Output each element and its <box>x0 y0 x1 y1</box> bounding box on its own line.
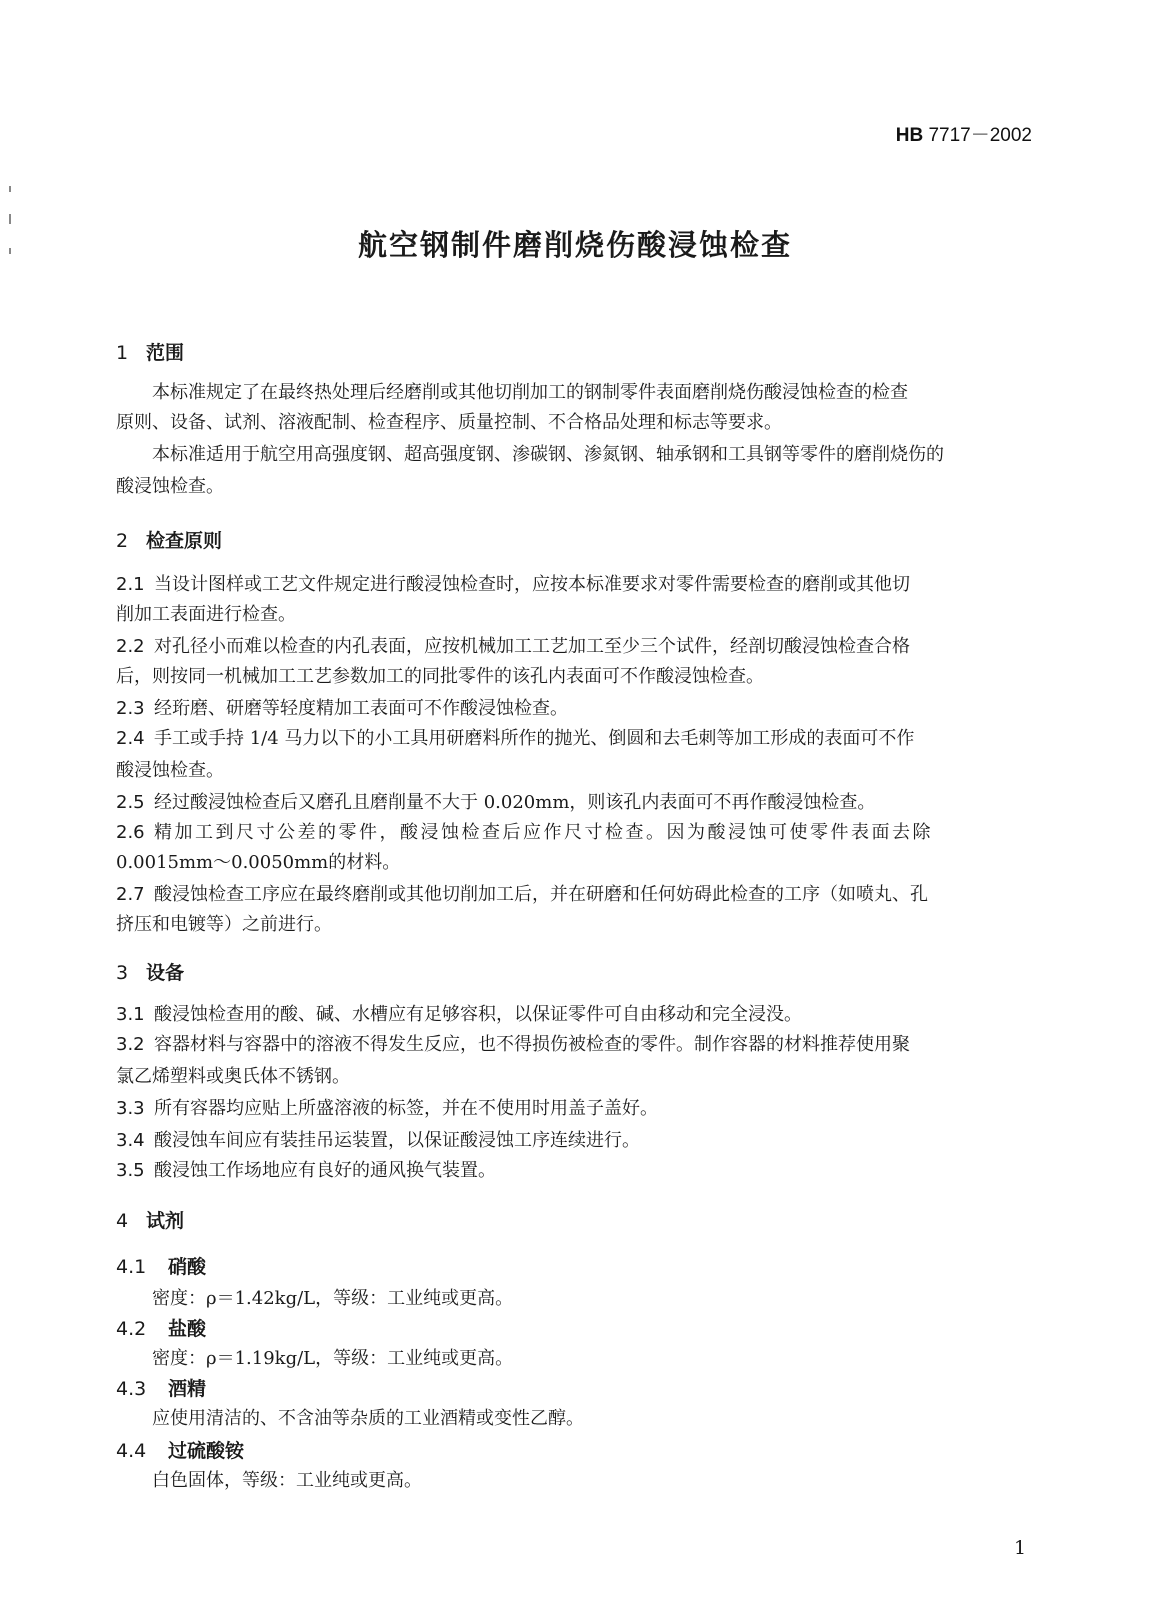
paragraph-line: 本标准适用于航空用高强度钢、超高强度钢、渗碳钢、渗氮钢、轴承钢和工具钢等零件的磨削烧伤的 <box>152 444 944 465</box>
clause-3-3 <box>116 1094 1036 1120</box>
section-number: 4 <box>116 1210 129 1232</box>
paragraph-line: 削加工表面进行检查。 <box>116 604 296 625</box>
paragraph-line: 酸浸蚀检查。 <box>116 476 224 497</box>
clause-text: 对孔径小而难以检查的内孔表面，应按机械加工工艺加工至少三个试件，经剖切酸浸蚀检查合格 <box>154 636 910 657</box>
clause-2-6 <box>116 818 1036 844</box>
clause-text: 手工或手持 1/4 马力以下的小工具用研磨料所作的抛光、倒圆和去毛刺等加工形成的表面可不作 <box>154 728 915 749</box>
clause-3-4 <box>116 1126 1036 1152</box>
section-heading-3 <box>116 958 184 985</box>
clause-number: 3.1 <box>116 1004 145 1025</box>
subsection-body: 密度：ρ＝1.19kg/L，等级：工业纯或更高。 <box>152 1348 514 1369</box>
clause-2-5 <box>116 788 1036 814</box>
clause-3-2 <box>116 1030 1036 1056</box>
subsection-body: 应使用清洁的、不含油等杂质的工业酒精或变性乙醇。 <box>152 1408 584 1429</box>
clause-number: 2.7 <box>116 884 145 905</box>
subsection-body: 密度：ρ＝1.42kg/L，等级：工业纯或更高。 <box>152 1288 514 1309</box>
section-title: 设备 <box>146 962 185 984</box>
clause-2-1 <box>116 570 1036 596</box>
subsection-number: 4.3 <box>116 1378 147 1400</box>
clause-text: 当设计图样或工艺文件规定进行酸浸蚀检查时，应按本标准要求对零件需要检查的磨削或其他切 <box>154 574 910 595</box>
clause-text: 精加工到尺寸公差的零件，酸浸蚀检查后应作尺寸检查。因为酸浸蚀可使零件表面去除 <box>154 822 933 843</box>
clause-number: 2.5 <box>116 792 145 813</box>
section-heading-1 <box>116 338 184 365</box>
paragraph-line: 后，则按同一机械加工工艺参数加工的同批零件的该孔内表面可不作酸浸蚀检查。 <box>116 666 764 687</box>
section-title: 检查原则 <box>146 530 223 552</box>
subsection-heading-4-1 <box>116 1252 206 1279</box>
section-number: 2 <box>116 530 129 552</box>
clause-number: 3.5 <box>116 1160 145 1181</box>
clause-text: 酸浸蚀检查用的酸、碱、水槽应有足够容积，以保证零件可自由移动和完全浸没。 <box>154 1004 802 1025</box>
clause-text: 酸浸蚀检查工序应在最终磨削或其他切削加工后，并在研磨和任何妨碍此检查的工序（如喷丸、孔 <box>154 884 928 905</box>
standard-code <box>820 120 1032 147</box>
clause-2-3 <box>116 694 1036 720</box>
clause-number: 3.4 <box>116 1130 145 1151</box>
clause-text: 容器材料与容器中的溶液不得发生反应，也不得损伤被检查的零件。制作容器的材料推荐使用聚 <box>154 1034 910 1055</box>
section-title: 范围 <box>146 342 185 364</box>
subsection-number: 4.4 <box>116 1440 147 1462</box>
section-number: 1 <box>116 342 129 364</box>
clause-2-2 <box>116 632 1036 658</box>
clause-number: 2.3 <box>116 698 145 719</box>
subsection-title: 盐酸 <box>168 1318 207 1340</box>
paragraph-line: 本标准规定了在最终热处理后经磨削或其他切削加工的钢制零件表面磨削烧伤酸浸蚀检查的检查 <box>152 382 908 403</box>
section-heading-2 <box>116 526 222 553</box>
clause-text: 酸浸蚀车间应有装挂吊运装置，以保证酸浸蚀工序连续进行。 <box>154 1130 640 1151</box>
clause-text: 所有容器均应贴上所盛溶液的标签，并在不使用时用盖子盖好。 <box>154 1098 658 1119</box>
subsection-number: 4.2 <box>116 1318 147 1340</box>
subsection-title: 硝酸 <box>168 1256 207 1278</box>
subsection-body: 白色固体，等级：工业纯或更高。 <box>152 1470 422 1491</box>
clause-text: 经过酸浸蚀检查后又磨孔且磨削量不大于 0.020mm，则该孔内表面可不再作酸浸蚀检查。 <box>154 792 876 813</box>
clause-3-1 <box>116 1000 1036 1026</box>
clause-2-4 <box>116 724 1036 750</box>
section-number: 3 <box>116 962 129 984</box>
clause-2-7 <box>116 880 1036 906</box>
clause-number: 3.3 <box>116 1098 145 1119</box>
document-title: 航空钢制件磨削烧伤酸浸蚀检查 <box>357 228 792 262</box>
subsection-title: 酒精 <box>168 1378 207 1400</box>
subsection-number: 4.1 <box>116 1256 147 1278</box>
clause-number: 2.6 <box>116 822 145 843</box>
paragraph-line: 0.0015mm～0.0050mm的材料。 <box>116 852 401 873</box>
paragraph-line: 挤压和电镀等）之前进行。 <box>116 914 332 935</box>
subsection-heading-4-2 <box>116 1314 206 1341</box>
clause-number: 2.4 <box>116 728 145 749</box>
clause-text: 经珩磨、研磨等轻度精加工表面可不作酸浸蚀检查。 <box>154 698 568 719</box>
clause-3-5 <box>116 1156 1036 1182</box>
paragraph-line: 氯乙烯塑料或奥氏体不锈钢。 <box>116 1066 350 1087</box>
clause-number: 2.1 <box>116 574 145 595</box>
section-heading-4 <box>116 1206 184 1233</box>
standard-code-prefix: HB <box>895 125 924 146</box>
section-title: 试剂 <box>146 1210 185 1232</box>
paragraph-line: 酸浸蚀检查。 <box>116 760 224 781</box>
subsection-heading-4-3 <box>116 1374 206 1401</box>
subsection-title: 过硫酸铵 <box>168 1440 245 1462</box>
subsection-heading-4-4 <box>116 1436 244 1463</box>
clause-text: 酸浸蚀工作场地应有良好的通风换气装置。 <box>154 1160 496 1181</box>
clause-number: 3.2 <box>116 1034 145 1055</box>
paragraph-line: 原则、设备、试剂、溶液配制、检查程序、质量控制、不合格品处理和标志等要求。 <box>116 412 782 433</box>
clause-number: 2.2 <box>116 636 145 657</box>
page-number: 1 <box>1014 1537 1027 1559</box>
standard-code-number: 7717－2002 <box>928 125 1032 146</box>
scan-mark <box>9 186 11 192</box>
